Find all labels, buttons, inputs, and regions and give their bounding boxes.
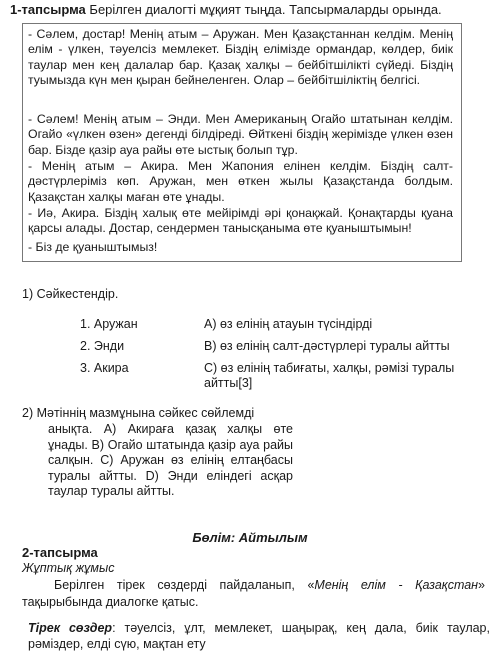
task2-text-after: » тақырыбында диалогке қатыс.	[22, 578, 485, 609]
question1-title: 1) Сәйкестендір.	[22, 287, 119, 301]
dialogue-line-aruzhan-reply: - Иә, Акира. Біздің халық өте мейірімді әрі қонақжай. Қонақтарды қуана қарсы алады. Достар, сендермен танысқаныма өте қуаныштымын!	[28, 206, 453, 236]
match-left-2: 2. Энди	[80, 339, 125, 353]
task1-instruction: Берілген диалогті мұқият тыңда. Тапсырмаларды орында.	[89, 2, 442, 17]
support-label: Тірек сөздер	[28, 621, 113, 635]
match-left-1: 1. Аружан	[80, 317, 138, 331]
dialogue-line-all: - Біз де қуаныштымыз!	[28, 240, 158, 254]
dialogue-line-andy: - Сәлем! Менің атым – Энди. Мен Американың Огайо штатынан келдім. Огайо «үлкен өзен» дегенді білдіреді. Өйткені біздің жерімізде үлкен өзен бар. Біздe қазір ауа райы өте ыстық болып тұр.	[28, 112, 453, 157]
match-right-a: А) өз елінің атауын түсіндірді	[204, 317, 373, 331]
task2-subtitle: Жұптық жұмыс	[22, 561, 115, 575]
match-right-b: В) өз елінің салт-дәстүрлері туралы айтты	[204, 339, 450, 353]
task2-instruction	[22, 577, 485, 611]
dialogue-line-aruzhan: - Сәлем, достар! Менің атым – Аружан. Мен Қазақстаннан келдім. Менің елім - үлкен, тәуелсіз мемлекет. Біздің елімізде ормандар, көлдер, биік таулар мен кең далалар бар. Қазақ халқы – бейбітшілікті сүйеді. Біздің туымызда күн мен қыран бейнеленген. Олар – бейбітшіліктің белгісі.	[28, 27, 453, 87]
task1-label: 1-тапсырма	[10, 2, 86, 17]
support-words	[28, 620, 490, 652]
task1-title	[10, 2, 495, 18]
match-right-c: С) өз елінің табиғаты, халқы, рәмізі туралы айтты[3]	[204, 361, 455, 390]
dialogue-line-akira: - Менің атым – Акира. Мен Жапония елінен келдім. Біздің салт-дәстүрлеріміз көп. Аружан, мен өткен жылы Қазақстанда болдым. Қазақстан халқы маған өте ұнады.	[28, 159, 453, 204]
task2-label: 2-тапсырма	[22, 545, 98, 560]
match-left-3: 3. Акира	[80, 361, 129, 375]
support-list: тәуелсіз, ұлт, мемлекет, шаңырақ, кең дала, биік таулар, рәміздер, елді сүю, мақтан ету	[28, 621, 490, 651]
question2-body: анықта. А) Акираға қазақ халқы өте ұнады. В) Огайо штатында қазір ауа райы салқын. С) Аружан өз елінің елтаңбасы туралы айтты. D) Энди еліндегі асқар таулар туралы айтты.	[48, 422, 293, 498]
question2-title: 2) Мәтіннің мазмұнына сәйкес сөйлемді	[22, 406, 255, 420]
task2-topic: Менің елім - Қазақстан	[314, 578, 479, 592]
support-colon: :	[112, 621, 116, 635]
section-heading: Бөлім: Айтылым	[192, 530, 308, 545]
task2-text-before: Берілген тірек сөздерді пайдаланып, «	[54, 578, 315, 592]
